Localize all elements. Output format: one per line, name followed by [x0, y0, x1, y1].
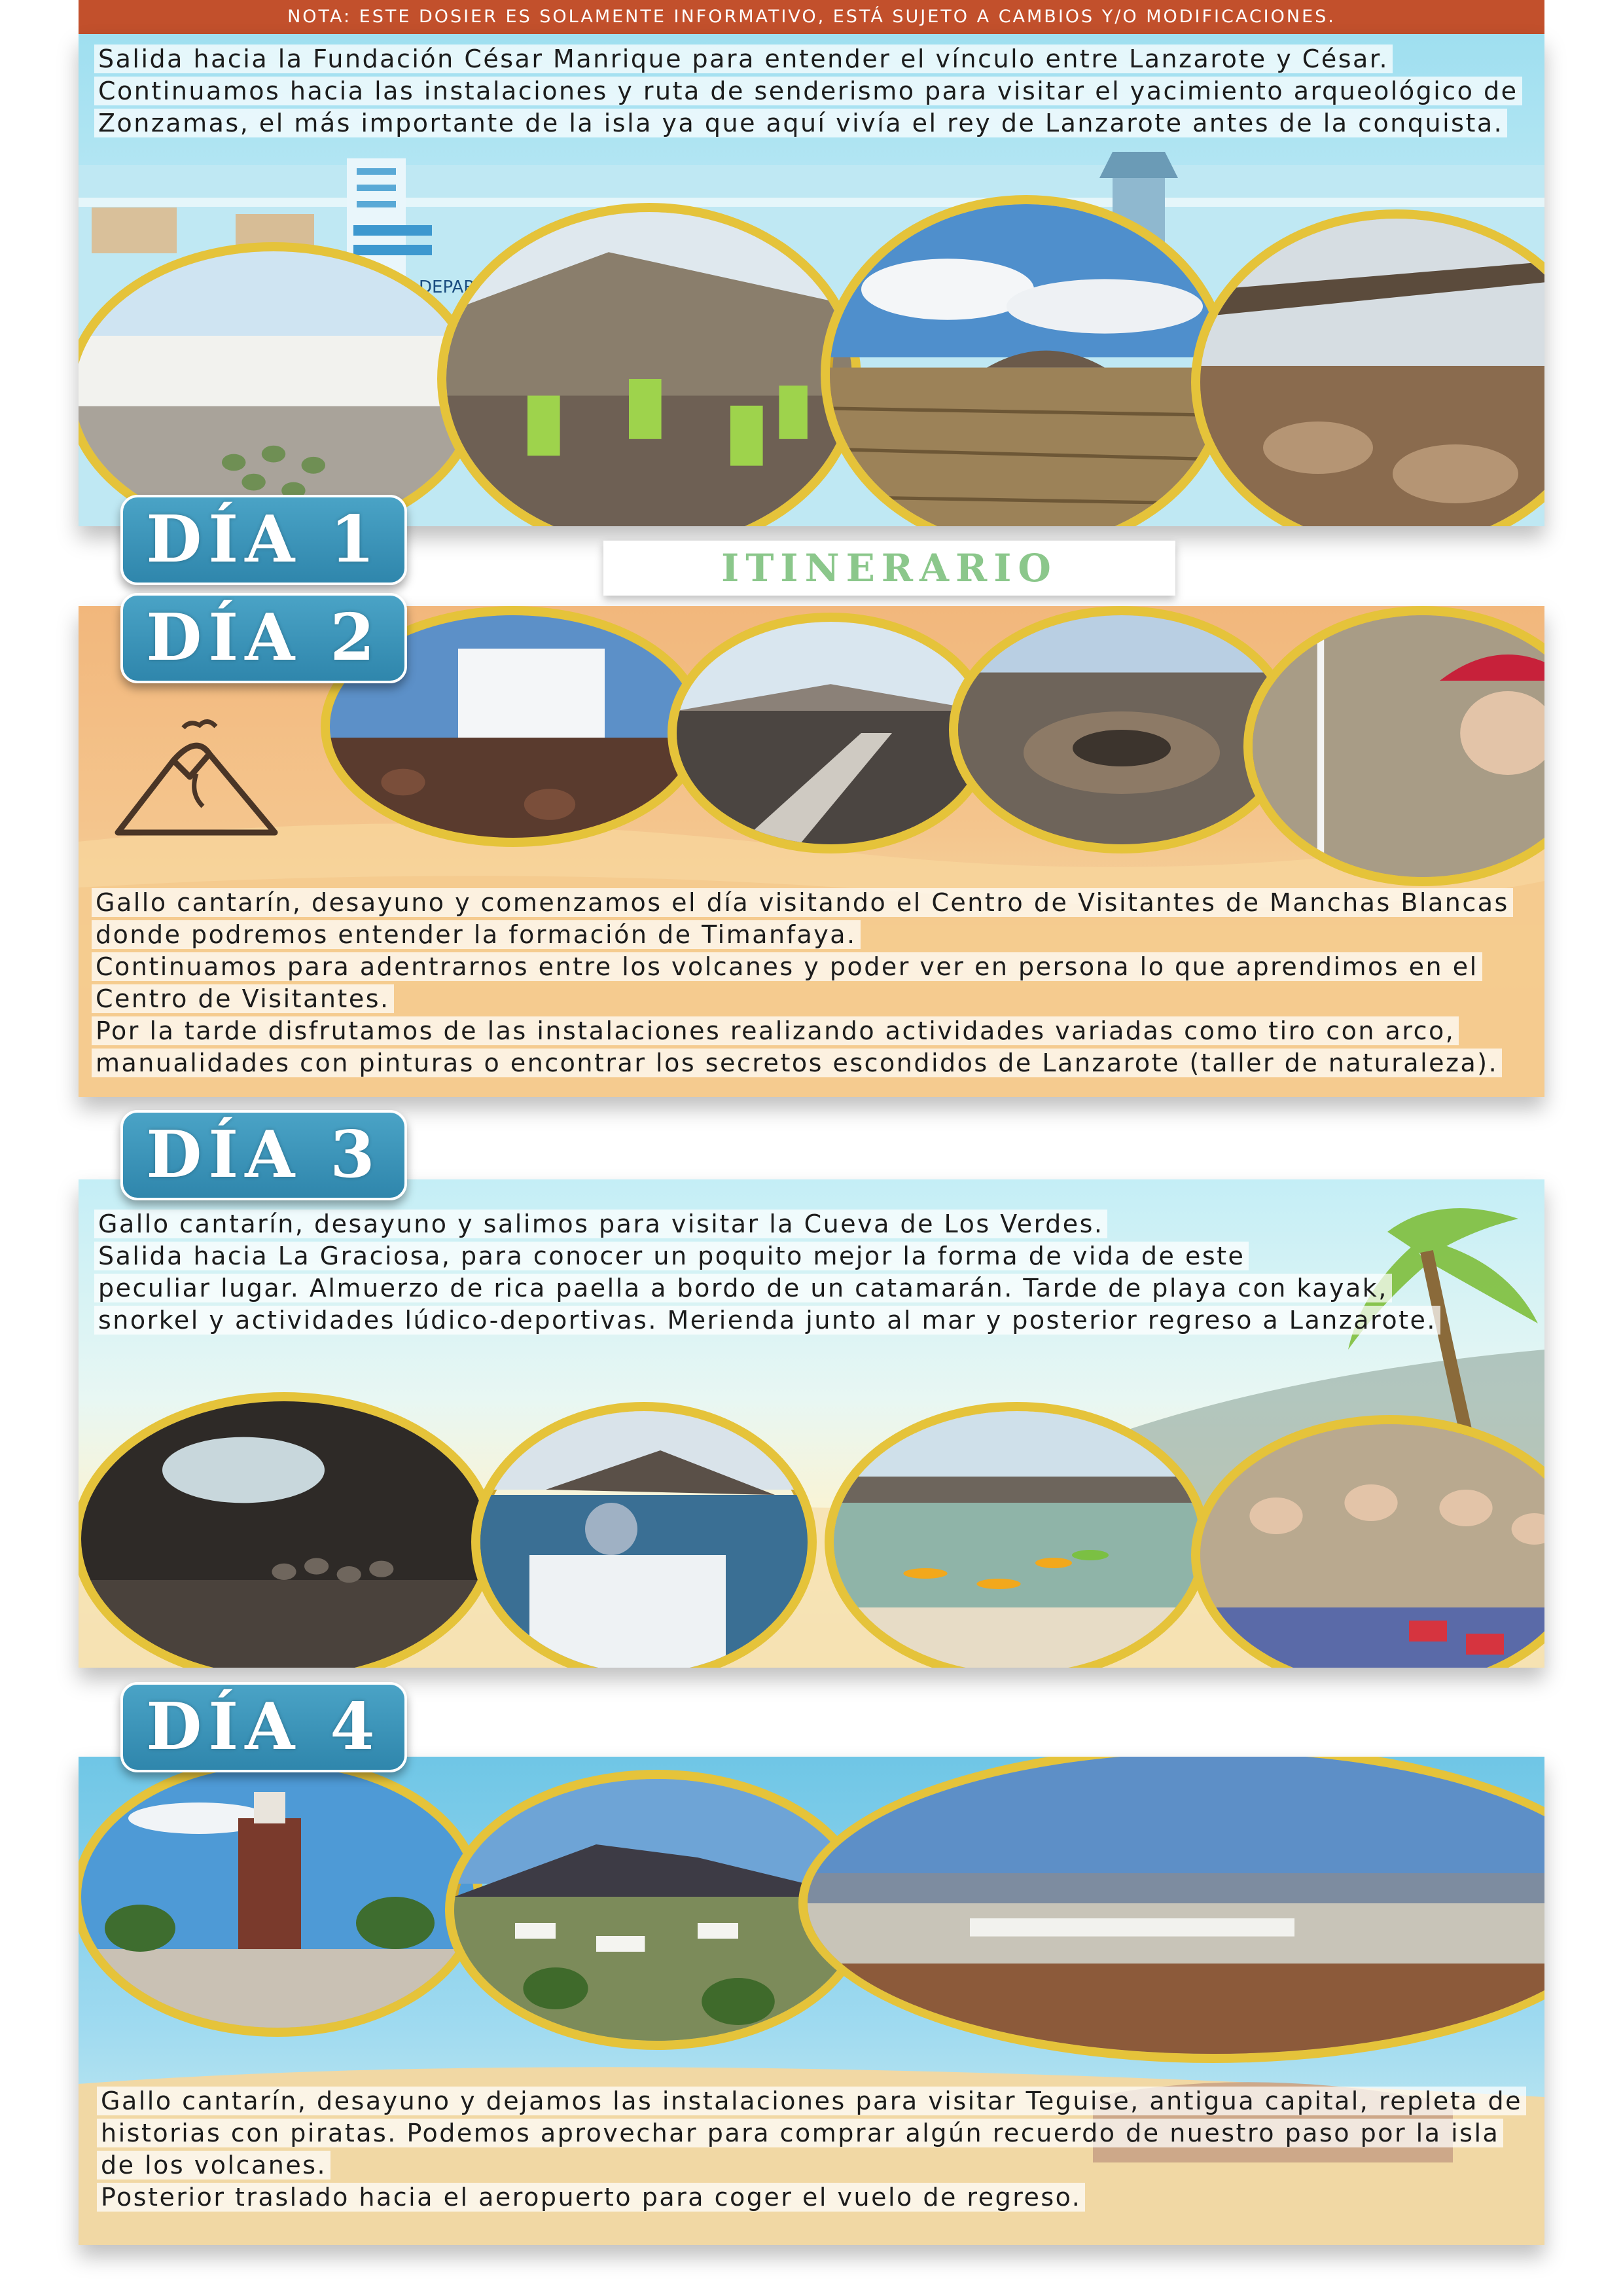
day2-description: [92, 887, 1513, 1079]
day3-badge: DÍA 3: [120, 1110, 407, 1200]
photo-crater-aerial: [949, 606, 1294, 853]
day3-line: snorkel y actividades lúdico-deportivas. Merienda junto al mar y posterior regreso a Lanzarote.: [94, 1306, 1440, 1335]
day4-badge: DÍA 4: [120, 1682, 407, 1772]
day1-line: Salida hacia la Fundación César Manrique para entender el vínculo entre Lanzarote y César.: [94, 45, 1393, 73]
photo-kids-activities: [1191, 1415, 1544, 1668]
day4-description: [97, 2085, 1526, 2214]
photo-catamaran: [471, 1402, 817, 1668]
day2-line: Por la tarde disfrutamos de las instalaciones realizando actividades variadas como tiro con arco,: [92, 1016, 1459, 1045]
day3-line: peculiar lugar. Almuerzo de rica paella a bordo de un catamarán. Tarde de playa con kayak,: [94, 1274, 1392, 1302]
day1-line: Zonzamas, el más importante de la isla ya que aquí vivía el rey de Lanzarote antes de la conquista.: [94, 109, 1507, 137]
photo-fundacion-manrique: [79, 242, 482, 526]
day2-line: Continuamos para adentrarnos entre los volcanes y poder ver en persona lo que aprendimos en el: [92, 952, 1482, 981]
photo-kayak-beach: [825, 1402, 1209, 1668]
photo-cueva-de-los-verdes: [79, 1392, 496, 1668]
day2-line: Gallo cantarín, desayuno y comenzamos el día visitando el Centro de Visitantes de Manchas Blancas: [92, 888, 1513, 917]
day2-badge: DÍA 2: [120, 593, 407, 683]
volcano-icon: [111, 715, 281, 846]
day1-description: [94, 43, 1522, 139]
day3-line: Gallo cantarín, desayuno y salimos para visitar la Cueva de Los Verdes.: [94, 1210, 1107, 1238]
day4-line: Gallo cantarín, desayuno y dejamos las instalaciones para visitar Teguise, antigua capital, repleta de: [97, 2087, 1526, 2115]
day3-panel: [79, 1179, 1544, 1668]
photo-island-panorama: [798, 1757, 1544, 2063]
day1-badge: DÍA 1: [120, 495, 407, 585]
photo-volcanic-landscape: [821, 195, 1232, 526]
day3-description: [94, 1208, 1440, 1336]
photo-teguise-church: [79, 1757, 483, 2037]
photo-volcano-walkway: [668, 613, 993, 853]
photo-archery: [1243, 606, 1544, 886]
day2-line: donde podremos entender la formación de Timanfaya.: [92, 920, 861, 949]
disclaimer-note: NOTA: ESTE DOSIER ES SOLAMENTE INFORMATIVO, ESTÁ SUJETO A CAMBIOS Y/O MODIFICACIONES.: [79, 0, 1544, 34]
day2-line: manualidades con pinturas o encontrar los secretos escondidos de Lanzarote (taller de naturaleza).: [92, 1049, 1502, 1077]
day4-line: Posterior traslado hacia el aeropuerto para coger el vuelo de regreso.: [97, 2183, 1085, 2212]
day4-line: historias con piratas. Podemos aprovechar para comprar algún recuerdo de nuestro paso por la isla: [97, 2119, 1503, 2147]
day1-panel: [79, 34, 1544, 526]
day1-line: Continuamos hacia las instalaciones y ruta de senderismo para visitar el yacimiento arqueológico de: [94, 77, 1522, 105]
photo-hiking-group: [437, 203, 861, 526]
day4-panel: [79, 1757, 1544, 2245]
day4-line: de los volcanes.: [97, 2151, 330, 2179]
day3-line: Salida hacia La Graciosa, para conocer un poquito mejor la forma de vida de este: [94, 1242, 1249, 1270]
day2-line: Centro de Visitantes.: [92, 984, 394, 1013]
itinerary-title: ITINERARIO: [603, 541, 1175, 596]
photo-zonzamas-site: [1191, 209, 1544, 526]
